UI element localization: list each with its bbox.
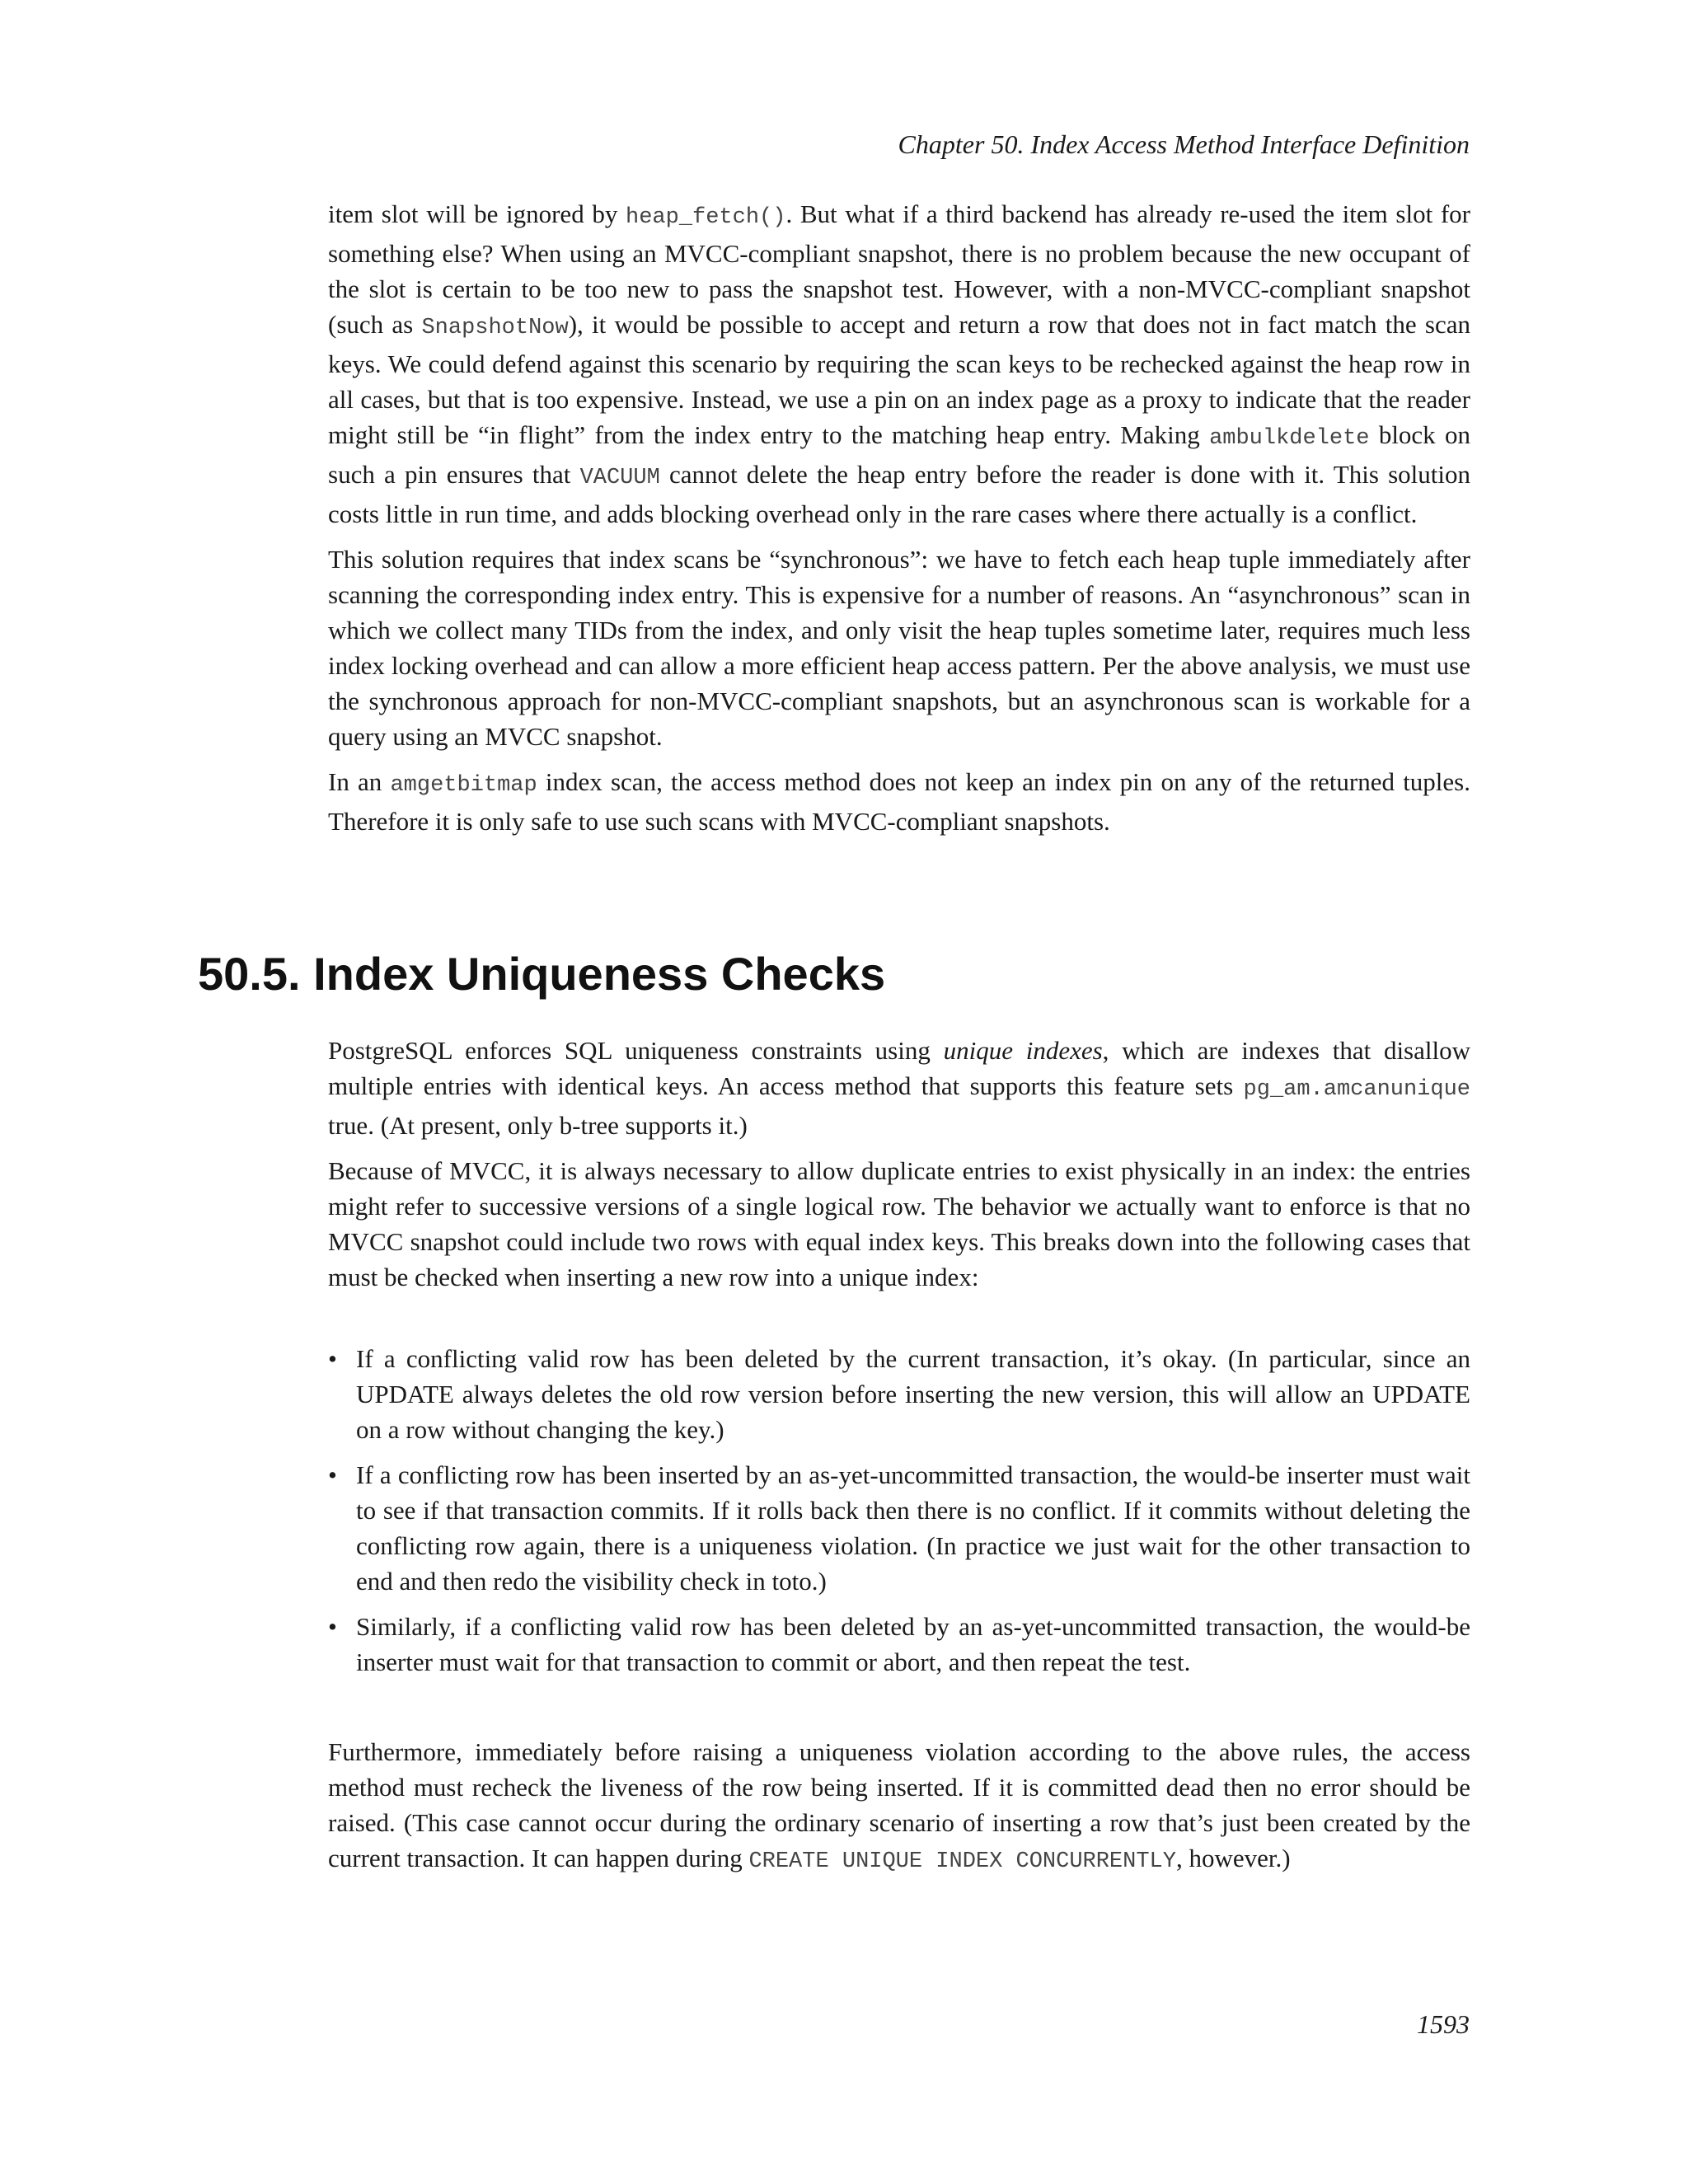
paragraph-amgetbitmap: In an amgetbitmap index scan, the access method does not keep an index pin on any of the returned tuples. Therefore it is only safe to use such scans with MVCC-compliant snapshots.	[328, 767, 1470, 836]
bullet-icon: •	[328, 1612, 337, 1641]
page-number: 1593	[1417, 2009, 1470, 2039]
paragraph-synchronous-scans: This solution requires that index scans be “synchronous”: we have to fetch each heap tuple immediately after scanning the corresponding index entry. This is expensive for a number of reasons. An “asynchronous” scan in which we collect many TIDs from the index, and only visit the heap tuples sometime later, requires much less index locking overhead and can allow a more efficient heap access pattern. Per the above analysis, we must use the synchronous approach for non-MVCC-compliant snapshots, but an asynchronous scan is workable for a query using an MVCC snapshot.	[328, 545, 1470, 751]
bullet-icon: •	[328, 1460, 337, 1489]
code-vacuum: VACUUM	[579, 466, 660, 490]
continuation-text	[328, 196, 1470, 839]
paragraph-unique-indexes: PostgreSQL enforces SQL uniqueness constraints using unique indexes, which are indexes that disallow multiple entries with identical keys. An access method that supports this feature sets pg_am.amcanunique true. (At present, only b-tree supports it.)	[328, 1036, 1470, 1140]
list-item: • Similarly, if a conflicting valid row has been deleted by an as-yet-uncommitted transaction, the would-be inserter must wait for that transaction to commit or abort, and then repeat the test.	[328, 1609, 1470, 1680]
code-create-unique-index: CREATE UNIQUE INDEX CONCURRENTLY	[748, 1849, 1176, 1874]
bullet-icon: •	[328, 1344, 337, 1373]
paragraph-recheck-liveness: Furthermore, immediately before raising a uniqueness violation according to the above rules, the access method must recheck the liveness of the row being inserted. If it is committed dead then no error should be raised. (This case cannot occur during the ordinary scenario of inserting a row that’s just been created by the current transaction. It can happen during CREATE UNIQUE INDEX CONCURRENTLY, however.)	[328, 1737, 1470, 1874]
term-unique-indexes: unique indexes	[943, 1036, 1103, 1065]
section-body	[328, 1033, 1470, 1880]
list-item: • If a conflicting valid row has been deleted by the current transaction, it’s okay. (In particular, since an UPDATE always deletes the old row version before inserting the new version, this will allow an UPDATE on a row without changing the key.)	[328, 1341, 1470, 1447]
code-snapshotnow: SnapshotNow	[421, 316, 569, 340]
paragraph-mvcc-duplicates: Because of MVCC, it is always necessary to allow duplicate entries to exist physically in an index: the entries might refer to successive versions of a single logical row. The behavior we actually want to enforce is that no MVCC snapshot could include two rows with equal index keys. This breaks down into the following cases that must be checked when inserting a new row into a unique index:	[328, 1156, 1470, 1291]
code-ambulkdelete: ambulkdelete	[1209, 426, 1370, 451]
code-heap-fetch: heap_fetch()	[626, 205, 786, 230]
running-header: Chapter 50. Index Access Method Interface Definition	[898, 129, 1470, 159]
uniqueness-cases-list	[328, 1341, 1470, 1680]
section-title: 50.5. Index Uniqueness Checks	[198, 948, 886, 1000]
code-amgetbitmap: amgetbitmap	[390, 773, 537, 798]
list-item: • If a conflicting row has been inserted by an as-yet-uncommitted transaction, the would-be inserter must wait to see if that transaction commits. If it rolls back then there is no conflict. If it commits without deleting the conflicting row again, there is a uniqueness violation. (In practice we just wait for the other transaction to end and then redo the visibility check in toto.)	[328, 1457, 1470, 1599]
paragraph-pin-explanation: item slot will be ignored by heap_fetch(). But what if a third backend has already re-used the item slot for something else? When using an MVCC-compliant snapshot, there is no problem because the new occupant of the slot is certain to be too new to pass the snapshot test. However, with a non-MVCC-compliant snapshot (such as SnapshotNow), it would be possible to accept and return a row that does not in fact match the scan keys. We could defend against this scenario by requiring the scan keys to be rechecked against the heap row in all cases, but that is too expensive. Instead, we use a pin on an index page as a proxy to indicate that the reader might still be “in flight” from the index entry to the matching heap entry. Making ambulkdelete block on such a pin ensures that VACUUM cannot delete the heap entry before the reader is done with it. This solution costs little in run time, and adds blocking overhead only in the rare cases where there actually is a conflict.	[328, 199, 1471, 528]
code-amcanunique: pg_am.amcanunique	[1243, 1077, 1470, 1102]
